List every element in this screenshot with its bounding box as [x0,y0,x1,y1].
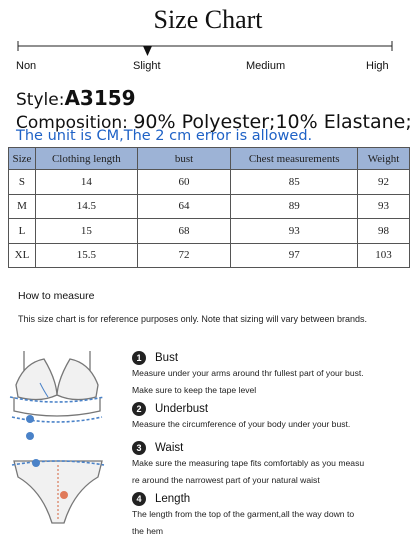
stretch-label-medium: Medium [246,60,286,72]
stretch-marker-icon [143,46,152,56]
lingerie-measure-illustration [0,345,120,545]
cell-chest: 85 [231,170,358,195]
cell-clothing-length: 14.5 [35,194,137,219]
step-title: Length [155,493,191,505]
table-row [9,170,410,195]
stretch-scale-line [0,38,416,60]
step-description-line: The length from the top of the garment,all the way down to [132,509,355,519]
table-row [9,194,410,219]
bra-illustration [14,351,100,416]
number-2-icon: 2 [132,402,146,416]
style-label: Style: [16,90,65,110]
table-header-row [9,148,410,170]
underbust-marker-icon [26,432,34,440]
length-marker-icon [60,491,68,499]
stretch-label-slight: Slight [133,60,161,72]
cell-chest: 93 [231,219,358,244]
how-to-measure-title: How to measure [18,290,95,302]
step-description-line: Make sure the measuring tape fits comfortably as you measu [132,458,365,468]
measure-step-length [132,492,404,540]
header-clothing-length: Clothing length [35,148,137,170]
header-bust: bust [137,148,231,170]
cell-size: S [9,170,36,195]
style-value: A3159 [64,86,136,110]
step-description-line: Measure the circumference of your body under your bust. [132,419,351,429]
cell-weight: 98 [358,219,410,244]
cell-bust: 72 [137,243,231,268]
stretch-scale [0,38,416,78]
measure-step-bust [132,351,404,399]
size-table [8,147,410,268]
cell-chest: 97 [231,243,358,268]
step-description-line: Measure under your arms around thr fullest part of your bust. [132,368,364,378]
cell-bust: 68 [137,219,231,244]
cell-weight: 103 [358,243,410,268]
measure-step-waist [132,441,404,489]
step-title: Waist [155,442,184,454]
composition-label: Composition: [16,113,128,133]
cell-size: XL [9,243,36,268]
table-row [9,243,410,268]
step-title: Underbust [155,403,209,415]
cell-weight: 93 [358,194,410,219]
how-to-measure-intro: This size chart is for reference purposes only. Note that sizing will vary between brands. [18,314,367,324]
cell-weight: 92 [358,170,410,195]
step-description-line: re around the narrowest part of your natural waist [132,475,320,485]
underbust-tape [12,417,102,422]
cell-clothing-length: 15.5 [35,243,137,268]
step-title: Bust [155,352,179,364]
unit-note: The unit is CM,The 2 cm error is allowed. [16,128,313,144]
number-4-icon: 4 [132,492,146,506]
number-3-icon: 3 [132,441,146,455]
cell-chest: 89 [231,194,358,219]
step-description-line: the hem [132,526,164,536]
number-1-icon: 1 [132,351,146,365]
cell-size: M [9,194,36,219]
stretch-label-non: Non [16,60,37,72]
stretch-label-high: High [366,60,389,72]
measure-step-underbust [132,402,404,433]
cell-bust: 64 [137,194,231,219]
composition-value: 90% Polyester;10% Elastane; [133,111,412,133]
table-row [9,219,410,244]
waist-marker-icon [32,459,40,467]
header-weight: Weight [358,148,410,170]
header-chest-measurements: Chest measurements [231,148,358,170]
step-description-line: Make sure to keep the tape level [132,385,257,395]
page-title: Size Chart [153,5,263,34]
cell-bust: 60 [137,170,231,195]
cell-size: L [9,219,36,244]
style-row [16,86,136,110]
header-size: Size [9,148,36,170]
bust-marker-icon [26,415,34,423]
cell-clothing-length: 15 [35,219,137,244]
cell-clothing-length: 14 [35,170,137,195]
